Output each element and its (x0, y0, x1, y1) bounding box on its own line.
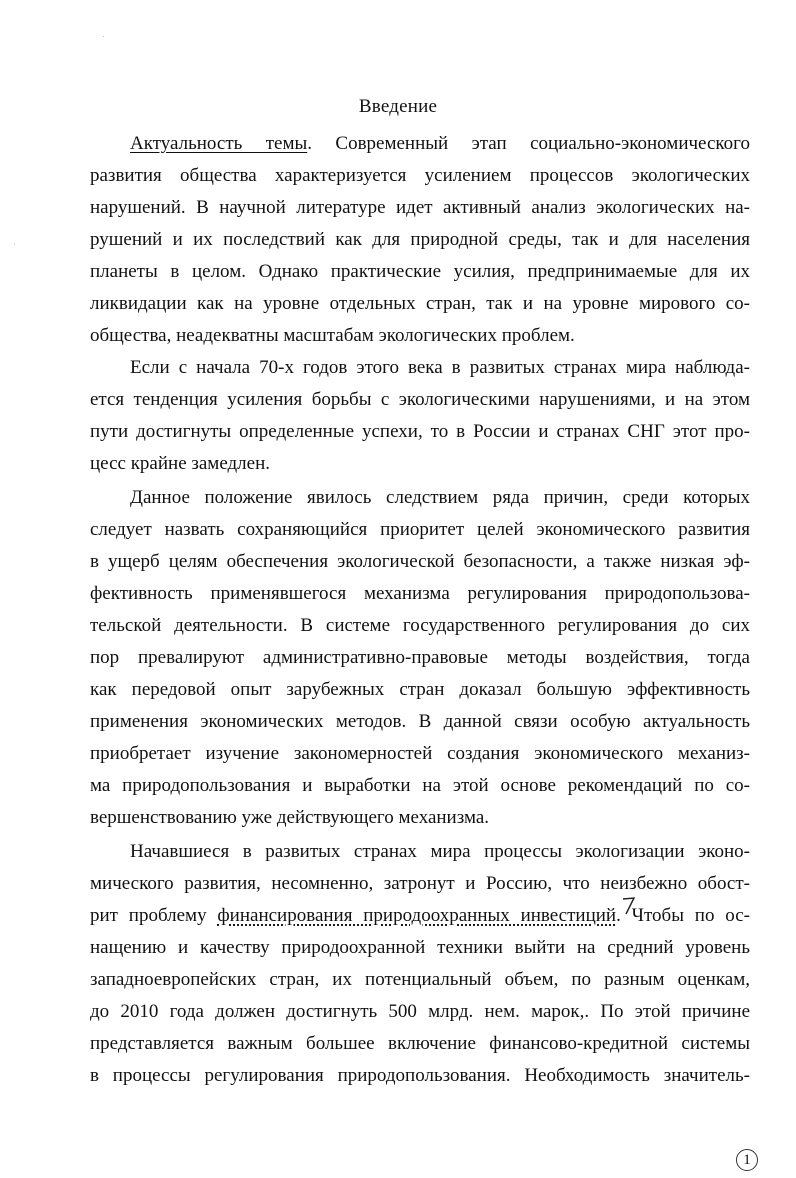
text-line: мического развития, несомненно, затронут и Россию, что неизбежно обост- (90, 873, 750, 894)
text-line: ма природопользования и выработки на этой основе рекомендаций по со- (90, 775, 750, 796)
text-line: развития общества характеризуется усилением процессов экологических (90, 165, 750, 186)
text-line: Начавшиеся в развитых странах мира процессы экологизации эконо- (130, 841, 750, 862)
section-title: Введение (358, 96, 438, 117)
text-line: представляется важным большее включение финансово-кредитной системы (90, 1033, 750, 1054)
text-line: Если с начала 70-х годов этого века в развитых странах мира наблюда- (130, 357, 750, 378)
text-line: цесс крайне замедлен. (90, 453, 271, 474)
handwritten-footnote-mark (620, 895, 640, 917)
text-line: нарушений. В научной литературе идет активный анализ экологических на- (90, 197, 750, 218)
text-line: в ущерб целям обеспечения экологической безопасности, а также низкая эф- (90, 551, 750, 572)
text-line: рушений и их последствий как для природной среды, так и для населения (90, 229, 750, 250)
text-line: следует назвать сохраняющийся приоритет целей экономического развития (90, 519, 750, 540)
text-line: западноевропейских стран, их потенциальный объем, по разным оценкам, (90, 969, 750, 990)
text-line: вершенствованию уже действующего механизма. (90, 807, 490, 828)
text-line: до 2010 года должен достигнуть 500 млрд. нем. марок,. По этой причине (90, 1001, 750, 1022)
text-line: общества, неадекватны масштабам экологических проблем. (90, 325, 575, 346)
text-line: применения экономических методов. В данной связи особую актуальность (90, 711, 750, 732)
text-line: пути достигнуты определенные успехи, то в России и странах СНГ этот про- (90, 421, 750, 442)
text-line: нащению и качеству природоохранной техники выйти на средний уровень (90, 937, 750, 958)
text-line: пор превалируют административно-правовые методы воздействия, тогда (90, 647, 750, 668)
text-line: в процессы регулирования природопользования. Необходимость значитель- (90, 1065, 750, 1086)
text-line: приобретает изучение закономерностей создания экономического механиз- (90, 743, 750, 764)
text-line: фективность применявшегося механизма регулирования природопользова- (90, 583, 750, 604)
scan-speck (103, 36, 104, 37)
text-line: рит проблему финансирования природоохранных инвестиций. Чтобы по ос- (90, 905, 750, 926)
underlined-heading: Актуальность темы (130, 133, 308, 154)
text-line: Актуальность темы. Современный этап социально-экономического (130, 133, 750, 154)
text-line: планеты в целом. Однако практические усилия, предпринимаемые для их (90, 261, 750, 282)
text-line: тельской деятельности. В системе государственного регулирования до сих (90, 615, 750, 636)
text-line: ется тенденция усиления борьбы с экологическими нарушениями, и на этом (90, 389, 750, 410)
highlighted-phrase: финансирования природоохранных инвестиций (217, 905, 617, 926)
text-line: Данное положение явилось следствием ряда причин, среди которых (130, 487, 750, 508)
text-line: как передовой опыт зарубежных стран доказал большую эффективность (90, 679, 750, 700)
text-line: ликвидации как на уровне отдельных стран, так и на уровне мирового со- (90, 293, 750, 314)
page-number: 1 (736, 1149, 758, 1171)
scan-speck (14, 244, 15, 245)
